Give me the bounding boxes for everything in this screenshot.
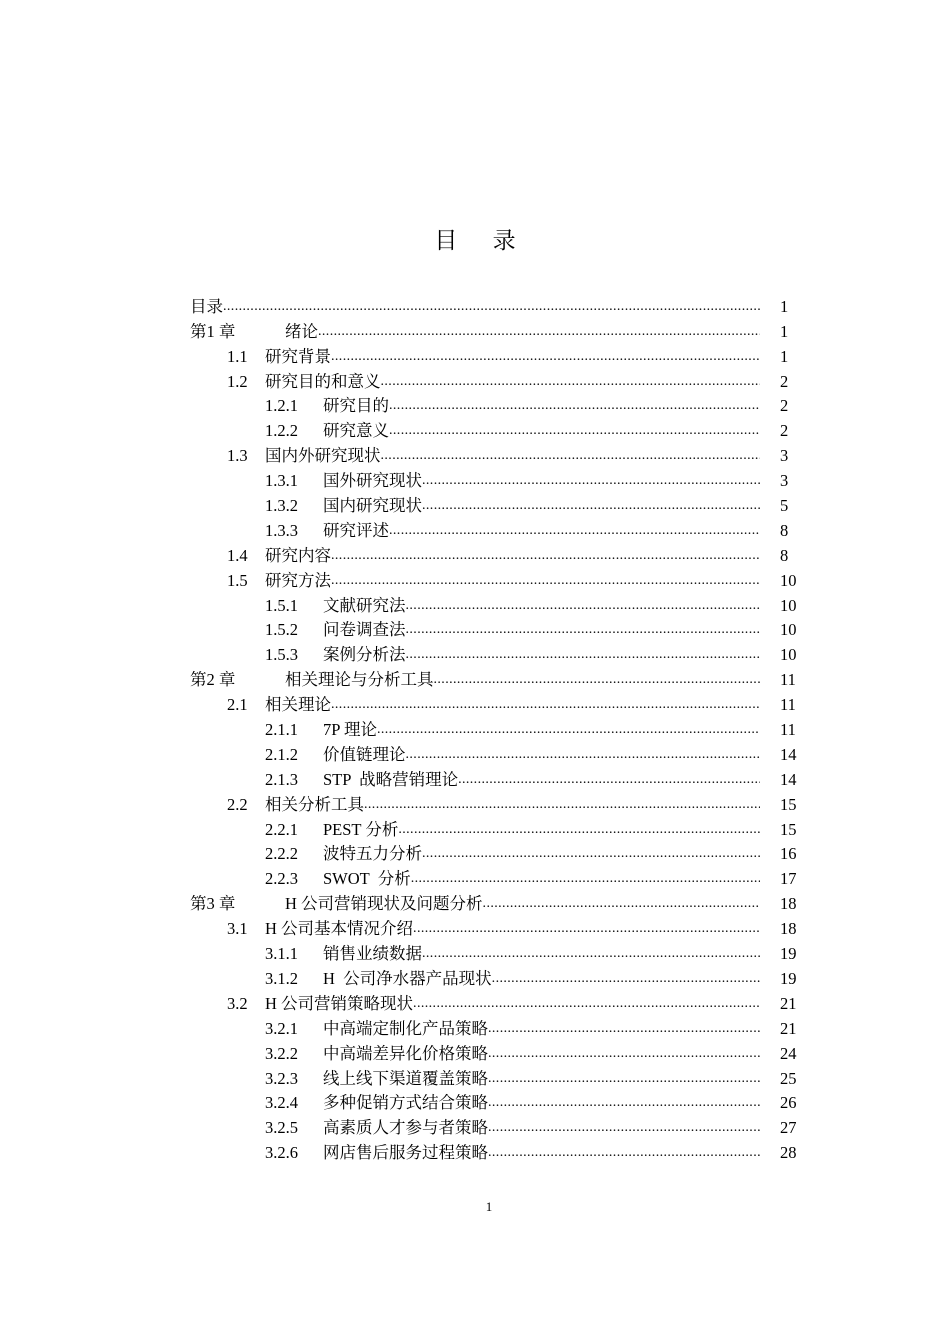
toc-entry[interactable] bbox=[190, 914, 802, 939]
toc-entry-title: H 公司营销现状及问题分析 bbox=[285, 894, 483, 914]
toc-entry-number: 3.2.3 bbox=[265, 1068, 298, 1088]
dot-leader bbox=[381, 446, 761, 466]
toc-entry[interactable] bbox=[190, 392, 802, 417]
toc-entry-number: 3.2.6 bbox=[265, 1143, 298, 1163]
toc-entry-page: 8 bbox=[780, 520, 789, 540]
dot-leader bbox=[318, 322, 760, 342]
toc-entry-page: 5 bbox=[780, 496, 789, 516]
toc-entry-number: 1.2 bbox=[227, 371, 248, 391]
toc-entry[interactable] bbox=[190, 466, 802, 491]
toc-entry-title: 相关理论与分析工具 bbox=[285, 670, 434, 690]
toc-entry-number: 3.2.5 bbox=[265, 1118, 298, 1138]
toc-entry[interactable] bbox=[190, 690, 802, 715]
dot-leader bbox=[406, 745, 761, 765]
dot-leader bbox=[422, 944, 760, 964]
dot-leader bbox=[422, 471, 760, 491]
toc-entry-number: 3.2.2 bbox=[265, 1043, 298, 1063]
dot-leader bbox=[488, 1044, 760, 1064]
dot-leader bbox=[488, 1143, 760, 1163]
dot-leader bbox=[422, 844, 760, 864]
toc-entry-title: 研究意义 bbox=[323, 421, 389, 441]
toc-entry-number: 2.1.1 bbox=[265, 720, 298, 740]
toc-entry-title: 价值链理论 bbox=[323, 744, 406, 764]
toc-entry[interactable] bbox=[190, 790, 802, 815]
toc-entry-page: 18 bbox=[780, 894, 797, 914]
toc-entry[interactable] bbox=[190, 989, 802, 1014]
toc-entry-page: 10 bbox=[780, 570, 797, 590]
toc-entry-number: 1.3 bbox=[227, 446, 248, 466]
toc-entry-title: 研究内容 bbox=[265, 545, 331, 565]
toc-entry[interactable] bbox=[190, 516, 802, 541]
dot-leader bbox=[389, 396, 760, 416]
toc-entry[interactable] bbox=[190, 1113, 802, 1138]
toc-entry[interactable] bbox=[190, 665, 802, 690]
toc-entry[interactable] bbox=[190, 342, 802, 367]
dot-leader bbox=[389, 421, 760, 441]
dot-leader bbox=[492, 969, 760, 989]
toc-entry[interactable] bbox=[190, 616, 802, 641]
toc-entry[interactable] bbox=[190, 939, 802, 964]
page-number: 1 bbox=[485, 1199, 493, 1214]
toc-entry-title: 国内外研究现状 bbox=[265, 446, 381, 466]
toc-entry-number: 第3 章 bbox=[190, 894, 236, 914]
toc-entry-number: 2.2.1 bbox=[265, 819, 298, 839]
toc-entry-page: 1 bbox=[780, 321, 789, 341]
toc-entry-title: 案例分析法 bbox=[323, 645, 406, 665]
toc-entry-number: 3.1 bbox=[227, 919, 248, 939]
toc-entry-number: 1.5.2 bbox=[265, 620, 298, 640]
toc-entry-number: 1.1 bbox=[227, 346, 248, 366]
dot-leader bbox=[223, 297, 760, 317]
toc-entry[interactable] bbox=[190, 566, 802, 591]
toc-entry-page: 26 bbox=[780, 1093, 797, 1113]
toc-entry-page: 19 bbox=[780, 944, 797, 964]
toc-entry[interactable] bbox=[190, 964, 802, 989]
dot-leader bbox=[331, 695, 760, 715]
page-title: 目 录 bbox=[434, 228, 530, 254]
dot-leader bbox=[406, 620, 761, 640]
toc-entry[interactable] bbox=[190, 740, 802, 765]
toc-entry-page: 28 bbox=[780, 1143, 797, 1163]
toc-entry-number: 3.2.4 bbox=[265, 1093, 298, 1113]
toc-entry-page: 11 bbox=[780, 695, 796, 715]
toc-entry[interactable] bbox=[190, 367, 802, 392]
dot-leader bbox=[377, 720, 760, 740]
toc-entry-title: 研究背景 bbox=[265, 346, 331, 366]
toc-entry[interactable] bbox=[190, 491, 802, 516]
toc-entry-page: 14 bbox=[780, 744, 797, 764]
table-of-contents bbox=[190, 292, 802, 1163]
toc-entry[interactable] bbox=[190, 1014, 802, 1039]
dot-leader bbox=[488, 1093, 760, 1113]
toc-entry-title: 文献研究法 bbox=[323, 595, 406, 615]
toc-entry-number: 3.2.1 bbox=[265, 1018, 298, 1038]
toc-entry[interactable] bbox=[190, 541, 802, 566]
toc-entry-title: 7P 理论 bbox=[323, 720, 377, 740]
toc-entry-title: 目录 bbox=[190, 296, 223, 316]
dot-leader bbox=[411, 869, 760, 889]
toc-entry-title: 研究评述 bbox=[323, 520, 389, 540]
dot-leader bbox=[413, 994, 760, 1014]
dot-leader bbox=[413, 919, 760, 939]
dot-leader bbox=[398, 820, 760, 840]
toc-entry-title: 线上线下渠道覆盖策略 bbox=[323, 1068, 488, 1088]
toc-entry-page: 25 bbox=[780, 1068, 797, 1088]
toc-entry[interactable] bbox=[190, 416, 802, 441]
toc-entry-title: 中高端差异化价格策略 bbox=[323, 1043, 488, 1063]
toc-entry-title: PEST 分析 bbox=[323, 819, 399, 839]
toc-entry-page: 21 bbox=[780, 993, 797, 1013]
toc-entry-page: 10 bbox=[780, 620, 797, 640]
toc-entry-page: 21 bbox=[780, 1018, 797, 1038]
toc-entry-title: H 公司净水器产品现状 bbox=[323, 968, 492, 988]
toc-entry-number: 3.1.1 bbox=[265, 944, 298, 964]
toc-entry[interactable] bbox=[190, 1138, 802, 1163]
dot-leader bbox=[331, 347, 760, 367]
dot-leader bbox=[331, 546, 760, 566]
toc-entry-title: 中高端定制化产品策略 bbox=[323, 1018, 488, 1038]
toc-entry-page: 19 bbox=[780, 968, 797, 988]
toc-entry-title: 国外研究现状 bbox=[323, 471, 422, 491]
toc-entry-page: 18 bbox=[780, 919, 797, 939]
toc-entry-page: 3 bbox=[780, 446, 789, 466]
dot-leader bbox=[488, 1069, 760, 1089]
dot-leader bbox=[364, 795, 760, 815]
toc-entry-number: 2.2.3 bbox=[265, 869, 298, 889]
toc-entry-title: 高素质人才参与者策略 bbox=[323, 1118, 488, 1138]
toc-entry-page: 24 bbox=[780, 1043, 797, 1063]
toc-entry-title: H 公司营销策略现状 bbox=[265, 993, 414, 1013]
toc-entry-title: 相关理论 bbox=[265, 695, 331, 715]
toc-entry-number: 1.3.2 bbox=[265, 496, 298, 516]
toc-entry-number: 1.2.2 bbox=[265, 421, 298, 441]
dot-leader bbox=[381, 372, 761, 392]
toc-entry-number: 2.1.3 bbox=[265, 769, 298, 789]
toc-entry-page: 2 bbox=[780, 421, 789, 441]
toc-entry-number: 第1 章 bbox=[190, 321, 236, 341]
toc-entry-page: 3 bbox=[780, 471, 789, 491]
toc-entry-page: 27 bbox=[780, 1118, 797, 1138]
toc-entry-number: 1.5 bbox=[227, 570, 248, 590]
toc-entry-page: 1 bbox=[780, 346, 789, 366]
toc-entry[interactable] bbox=[190, 591, 802, 616]
toc-entry-title: 相关分析工具 bbox=[265, 794, 364, 814]
toc-entry-title: 多种促销方式结合策略 bbox=[323, 1093, 488, 1113]
toc-entry-title: SWOT 分析 bbox=[323, 869, 411, 889]
dot-leader bbox=[458, 770, 760, 790]
toc-entry-number: 2.2.2 bbox=[265, 844, 298, 864]
toc-entry-title: 研究目的和意义 bbox=[265, 371, 381, 391]
toc-entry[interactable] bbox=[190, 292, 802, 317]
dot-leader bbox=[406, 596, 761, 616]
toc-entry[interactable] bbox=[190, 441, 802, 466]
toc-entry-page: 17 bbox=[780, 869, 797, 889]
toc-entry-number: 第2 章 bbox=[190, 670, 236, 690]
toc-entry-page: 10 bbox=[780, 595, 797, 615]
toc-entry-number: 2.1.2 bbox=[265, 744, 298, 764]
dot-leader bbox=[389, 521, 760, 541]
toc-entry[interactable] bbox=[190, 765, 802, 790]
toc-entry[interactable] bbox=[190, 715, 802, 740]
toc-entry[interactable] bbox=[190, 1064, 802, 1089]
toc-entry-number: 1.5.1 bbox=[265, 595, 298, 615]
toc-entry[interactable] bbox=[190, 889, 802, 914]
toc-entry-title: H 公司基本情况介绍 bbox=[265, 919, 414, 939]
toc-entry-number: 1.4 bbox=[227, 545, 248, 565]
toc-entry-page: 1 bbox=[780, 296, 789, 316]
toc-entry-page: 15 bbox=[780, 819, 797, 839]
toc-entry[interactable] bbox=[190, 840, 802, 865]
toc-entry-number: 1.5.3 bbox=[265, 645, 298, 665]
dot-leader bbox=[483, 894, 760, 914]
toc-entry-title: 绪论 bbox=[285, 321, 318, 341]
toc-entry-title: 网店售后服务过程策略 bbox=[323, 1143, 488, 1163]
toc-entry-number: 1.2.1 bbox=[265, 396, 298, 416]
toc-entry-page: 11 bbox=[780, 670, 796, 690]
toc-entry-title: 波特五力分析 bbox=[323, 844, 422, 864]
toc-entry-number: 3.2 bbox=[227, 993, 248, 1013]
toc-entry-title: 销售业绩数据 bbox=[323, 944, 422, 964]
dot-leader bbox=[488, 1118, 760, 1138]
toc-entry-page: 16 bbox=[780, 844, 797, 864]
toc-entry-page: 2 bbox=[780, 396, 789, 416]
toc-entry[interactable] bbox=[190, 1089, 802, 1114]
dot-leader bbox=[434, 670, 761, 690]
toc-entry-page: 10 bbox=[780, 645, 797, 665]
dot-leader bbox=[422, 496, 760, 516]
toc-entry-number: 1.3.1 bbox=[265, 471, 298, 491]
toc-entry-title: 研究目的 bbox=[323, 396, 389, 416]
toc-entry-page: 8 bbox=[780, 545, 789, 565]
toc-entry-number: 2.2 bbox=[227, 794, 248, 814]
dot-leader bbox=[488, 1019, 760, 1039]
toc-entry[interactable] bbox=[190, 864, 802, 889]
toc-entry[interactable] bbox=[190, 640, 802, 665]
toc-entry[interactable] bbox=[190, 1039, 802, 1064]
toc-entry-page: 11 bbox=[780, 720, 796, 740]
toc-entry-title: 研究方法 bbox=[265, 570, 331, 590]
toc-entry-page: 15 bbox=[780, 794, 797, 814]
toc-entry-title: 国内研究现状 bbox=[323, 496, 422, 516]
toc-entry-page: 2 bbox=[780, 371, 789, 391]
toc-entry-page: 14 bbox=[780, 769, 797, 789]
toc-entry-number: 1.3.3 bbox=[265, 520, 298, 540]
dot-leader bbox=[331, 571, 760, 591]
toc-entry[interactable] bbox=[190, 815, 802, 840]
toc-entry-number: 2.1 bbox=[227, 695, 248, 715]
toc-entry-title: STP 战略营销理论 bbox=[323, 769, 459, 789]
toc-entry[interactable] bbox=[190, 317, 802, 342]
toc-entry-number: 3.1.2 bbox=[265, 968, 298, 988]
toc-entry-title: 问卷调查法 bbox=[323, 620, 406, 640]
dot-leader bbox=[406, 645, 761, 665]
